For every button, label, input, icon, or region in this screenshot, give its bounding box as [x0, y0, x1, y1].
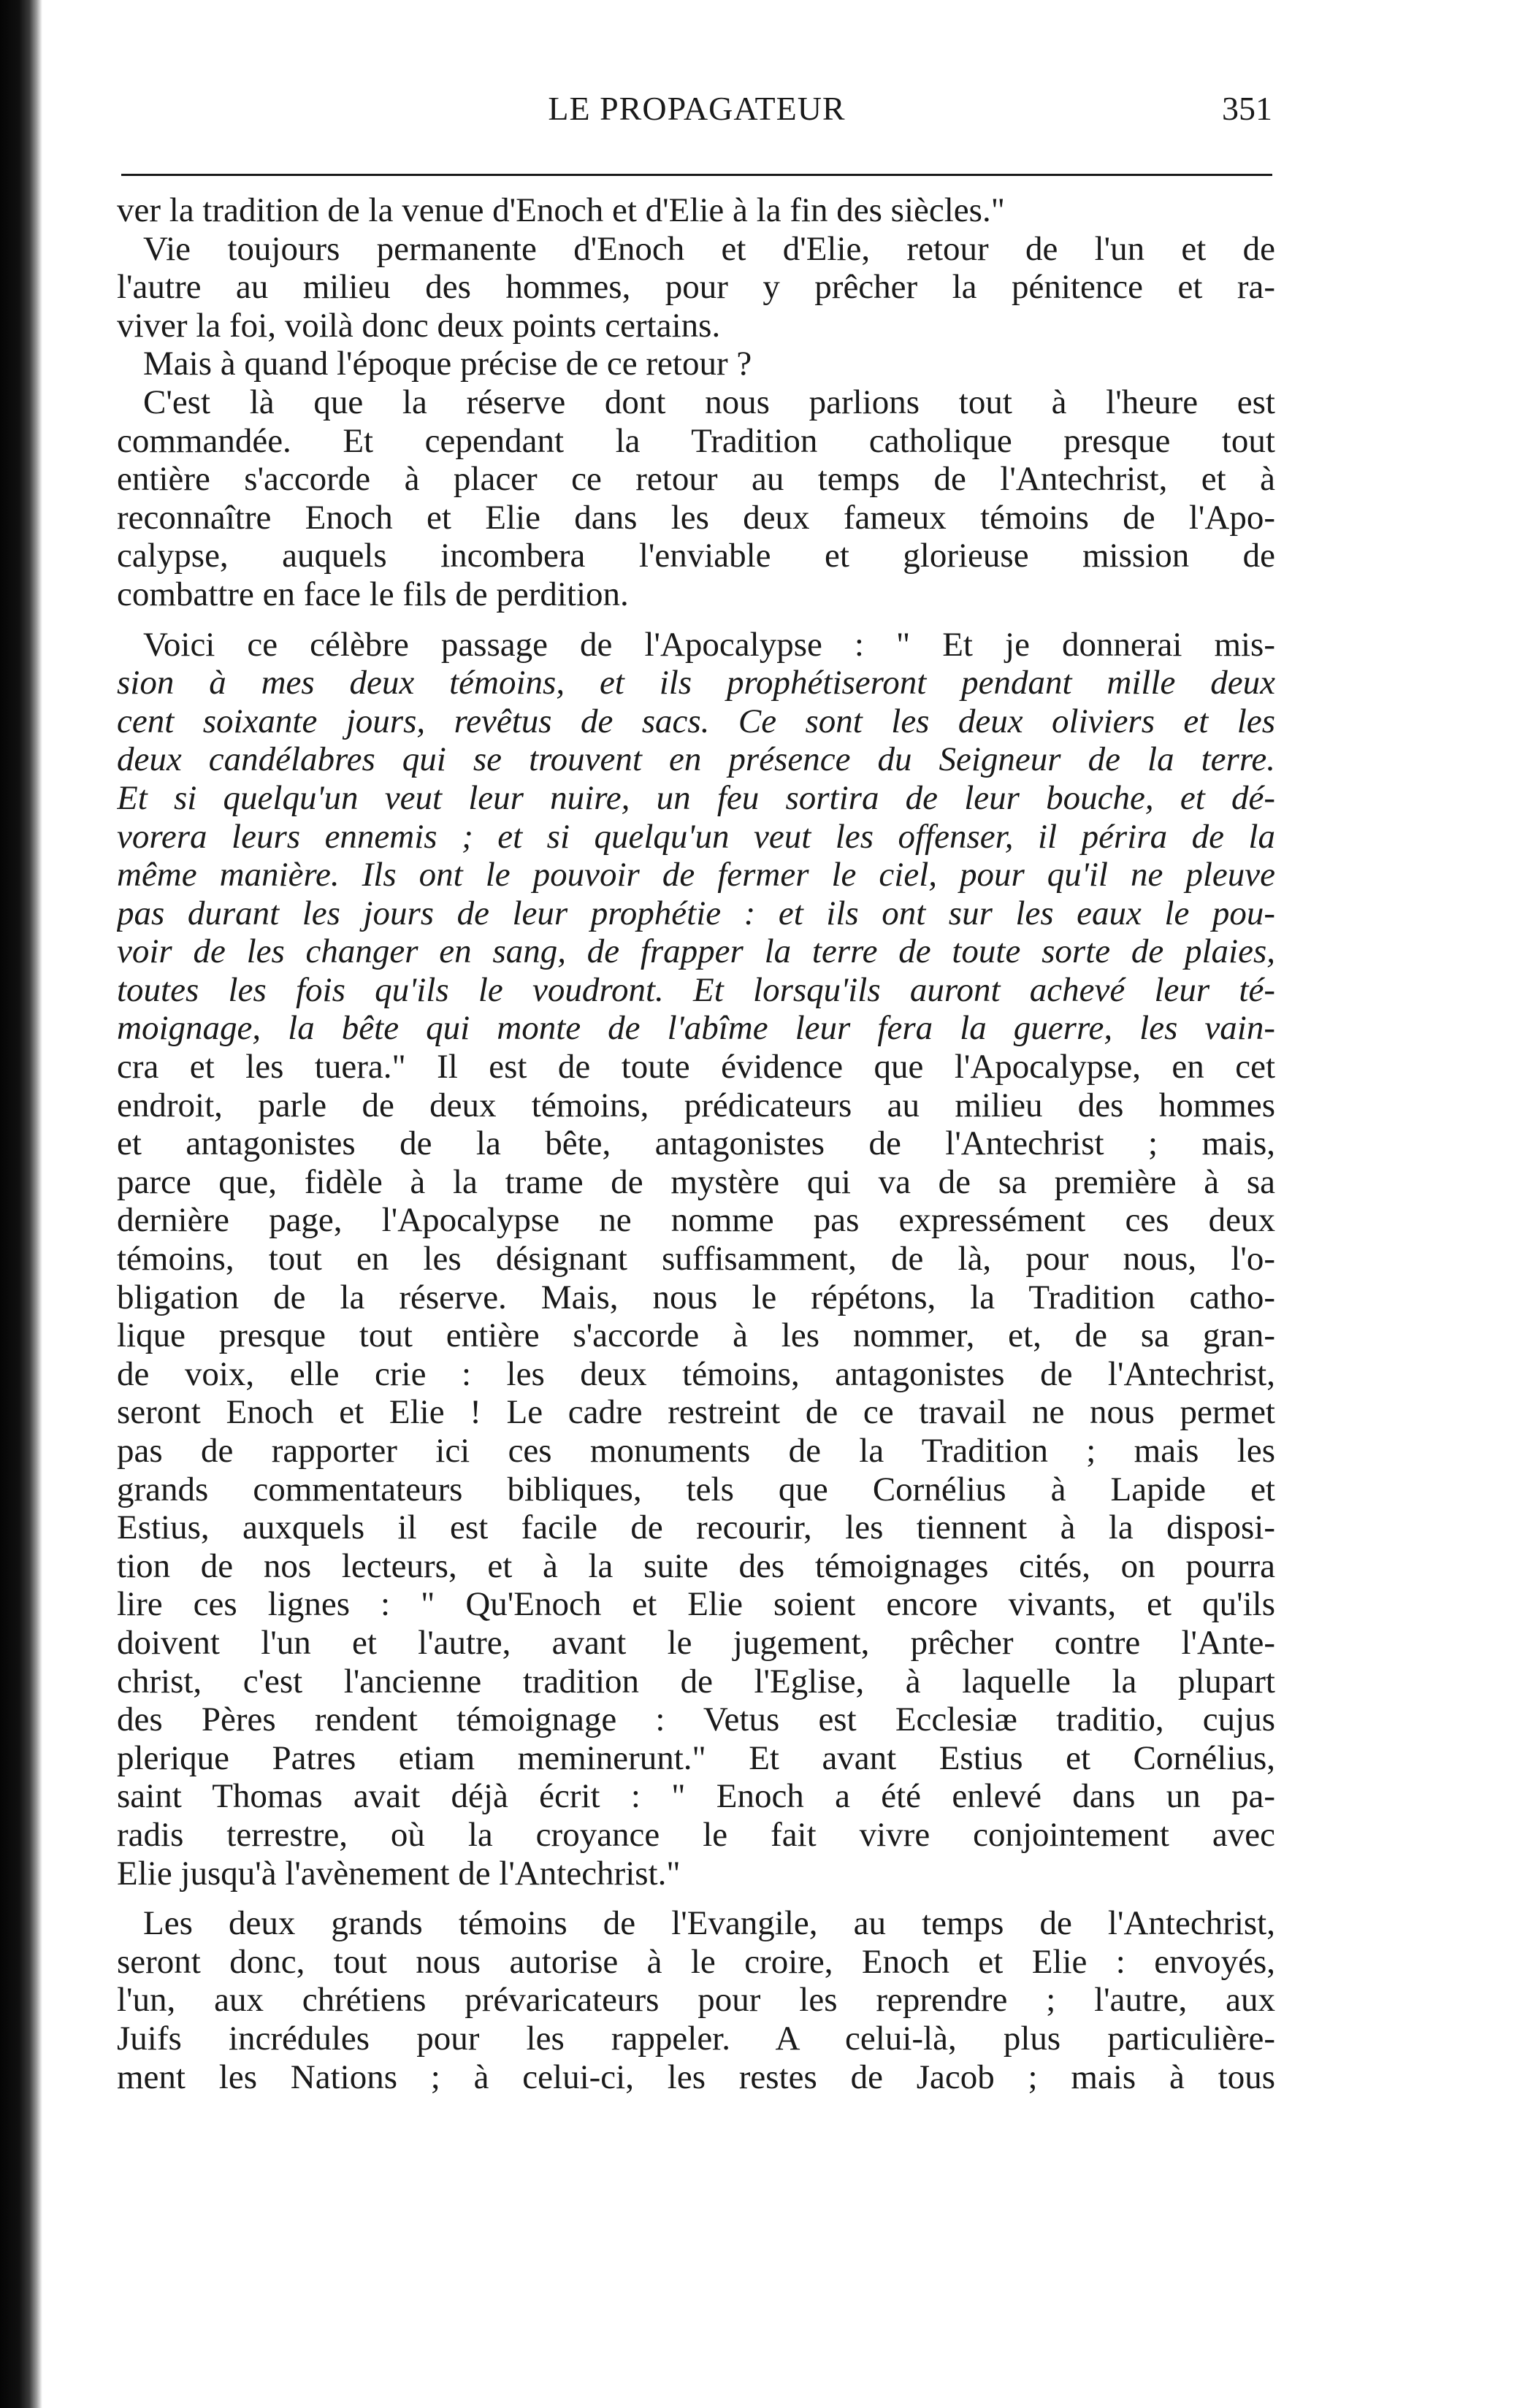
- text-line: christ, c'est l'ancienne tradition de l'Eglise, à laquelle la plupart: [117, 1662, 1275, 1700]
- text-line: combattre en face le fils de perdition.: [117, 575, 629, 613]
- text-line: lique presque tout entière s'accorde à les nommer, et, de sa gran-: [117, 1316, 1275, 1355]
- text-line: cent soixante jours, revêtus de sacs. Ce sont les deux oliviers et les: [117, 702, 1275, 740]
- text-line: Voici ce célèbre passage de l'Apocalypse : " Et je donnerai mis-: [143, 625, 1275, 664]
- text-line: lire ces lignes : " Qu'Enoch et Elie soient encore vivants, et qu'ils: [117, 1585, 1275, 1624]
- running-head: [121, 89, 1272, 140]
- text-line: Elie jusqu'à l'avènement de l'Antechrist.": [117, 1854, 681, 1893]
- page-number: 351: [1222, 90, 1272, 127]
- text-line: bligation de la réserve. Mais, nous le répétons, la Tradition catho-: [117, 1278, 1275, 1316]
- text-line: tion de nos lecteurs, et à la suite des témoignages cités, on pourra: [117, 1546, 1275, 1585]
- text-line: Les deux grands témoins de l'Evangile, au temps de l'Antechrist,: [143, 1904, 1275, 1943]
- running-title: LE PROPAGATEUR: [548, 90, 846, 127]
- text-line: ment les Nations ; à celui-ci, les restes de Jacob ; mais à tous: [117, 2058, 1275, 2096]
- text-line: toutes les fois qu'ils le voudront. Et lorsqu'ils auront achevé leur té-: [117, 970, 1275, 1009]
- text-line: cra et les tuera." Il est de toute évidence que l'Apocalypse, en cet: [117, 1048, 1275, 1086]
- text-line: témoins, tout en les désignant suffisamment, de là, pour nous, l'o-: [117, 1240, 1275, 1278]
- text-line: ver la tradition de la venue d'Enoch et d'Elie à la fin des siècles.": [117, 191, 1005, 229]
- header-rule: [121, 174, 1272, 176]
- text-line: pas durant les jours de leur prophétie : et ils ont sur les eaux le pou-: [117, 894, 1275, 932]
- text-line: C'est là que la réserve dont nous parlions tout à l'heure est: [143, 383, 1275, 421]
- text-line: doivent l'un et l'autre, avant le jugement, prêcher contre l'Ante-: [117, 1623, 1275, 1662]
- body-text: [117, 191, 1275, 2096]
- text-line: parce que, fidèle à la trame de mystère qui va de sa première à sa: [117, 1162, 1275, 1201]
- text-line: moignage, la bête qui monte de l'abîme leur fera la guerre, les vain-: [117, 1009, 1275, 1048]
- text-line: entière s'accorde à placer ce retour au temps de l'Antechrist, et à: [117, 460, 1275, 499]
- text-line: deux candélabres qui se trouvent en présence du Seigneur de la terre.: [117, 740, 1275, 779]
- text-line: l'autre au milieu des hommes, pour y prêcher la pénitence et ra-: [117, 268, 1275, 307]
- text-line: plerique Patres etiam meminerunt." Et avant Estius et Cornélius,: [117, 1738, 1275, 1777]
- text-line: voir de les changer en sang, de frapper la terre de toute sorte de plaies,: [117, 932, 1275, 971]
- text-line: Estius, auxquels il est facile de recourir, les tiennent à la disposi-: [117, 1508, 1275, 1547]
- text-line: et antagonistes de la bête, antagonistes de l'Antechrist ; mais,: [117, 1124, 1275, 1163]
- text-line: radis terrestre, où la croyance le fait vivre conjointement avec: [117, 1815, 1275, 1854]
- text-line: Et si quelqu'un veut leur nuire, un feu sortira de leur bouche, et dé-: [117, 778, 1275, 817]
- text-line: sion à mes deux témoins, et ils prophétiseront pendant mille deux: [117, 664, 1275, 702]
- text-line: seront donc, tout nous autorise à le croire, Enoch et Elie : envoyés,: [117, 1942, 1275, 1981]
- text-line: de voix, elle crie : les deux témoins, antagonistes de l'Antechrist,: [117, 1354, 1275, 1393]
- text-line: viver la foi, voilà donc deux points certains.: [117, 306, 721, 345]
- text-line: reconnaître Enoch et Elie dans les deux fameux témoins de l'Apo-: [117, 498, 1275, 537]
- text-line: même manière. Ils ont le pouvoir de fermer le ciel, pour qu'il ne pleuve: [117, 856, 1275, 894]
- text-line: Juifs incrédules pour les rappeler. A celui-là, plus particulière-: [117, 2019, 1275, 2058]
- text-line: saint Thomas avait déjà écrit : " Enoch a été enlevé dans un pa-: [117, 1777, 1275, 1816]
- text-line: grands commentateurs bibliques, tels que Cornélius à Lapide et: [117, 1470, 1275, 1508]
- text-line: vorera leurs ennemis ; et si quelqu'un veut les offenser, il périra de la: [117, 817, 1275, 856]
- text-line: des Pères rendent témoignage : Vetus est Ecclesiæ traditio, cujus: [117, 1700, 1275, 1739]
- text-line: endroit, parle de deux témoins, prédicateurs au milieu des hommes: [117, 1086, 1275, 1124]
- text-line: pas de rapporter ici ces monuments de la Tradition ; mais les: [117, 1432, 1275, 1470]
- text-line: Vie toujours permanente d'Enoch et d'Elie, retour de l'un et de: [143, 229, 1275, 268]
- text-line: l'un, aux chrétiens prévaricateurs pour les reprendre ; l'autre, aux: [117, 1981, 1275, 2020]
- text-line: calypse, auquels incombera l'enviable et glorieuse mission de: [117, 537, 1275, 575]
- text-line: dernière page, l'Apocalypse ne nomme pas expressément ces deux: [117, 1201, 1275, 1240]
- text-line: commandée. Et cependant la Tradition catholique presque tout: [117, 421, 1275, 460]
- text-line: seront Enoch et Elie ! Le cadre restreint de ce travail ne nous permet: [117, 1393, 1275, 1432]
- scan-binding-edge: [0, 0, 42, 2408]
- text-line: Mais à quand l'époque précise de ce retour ?: [143, 345, 752, 383]
